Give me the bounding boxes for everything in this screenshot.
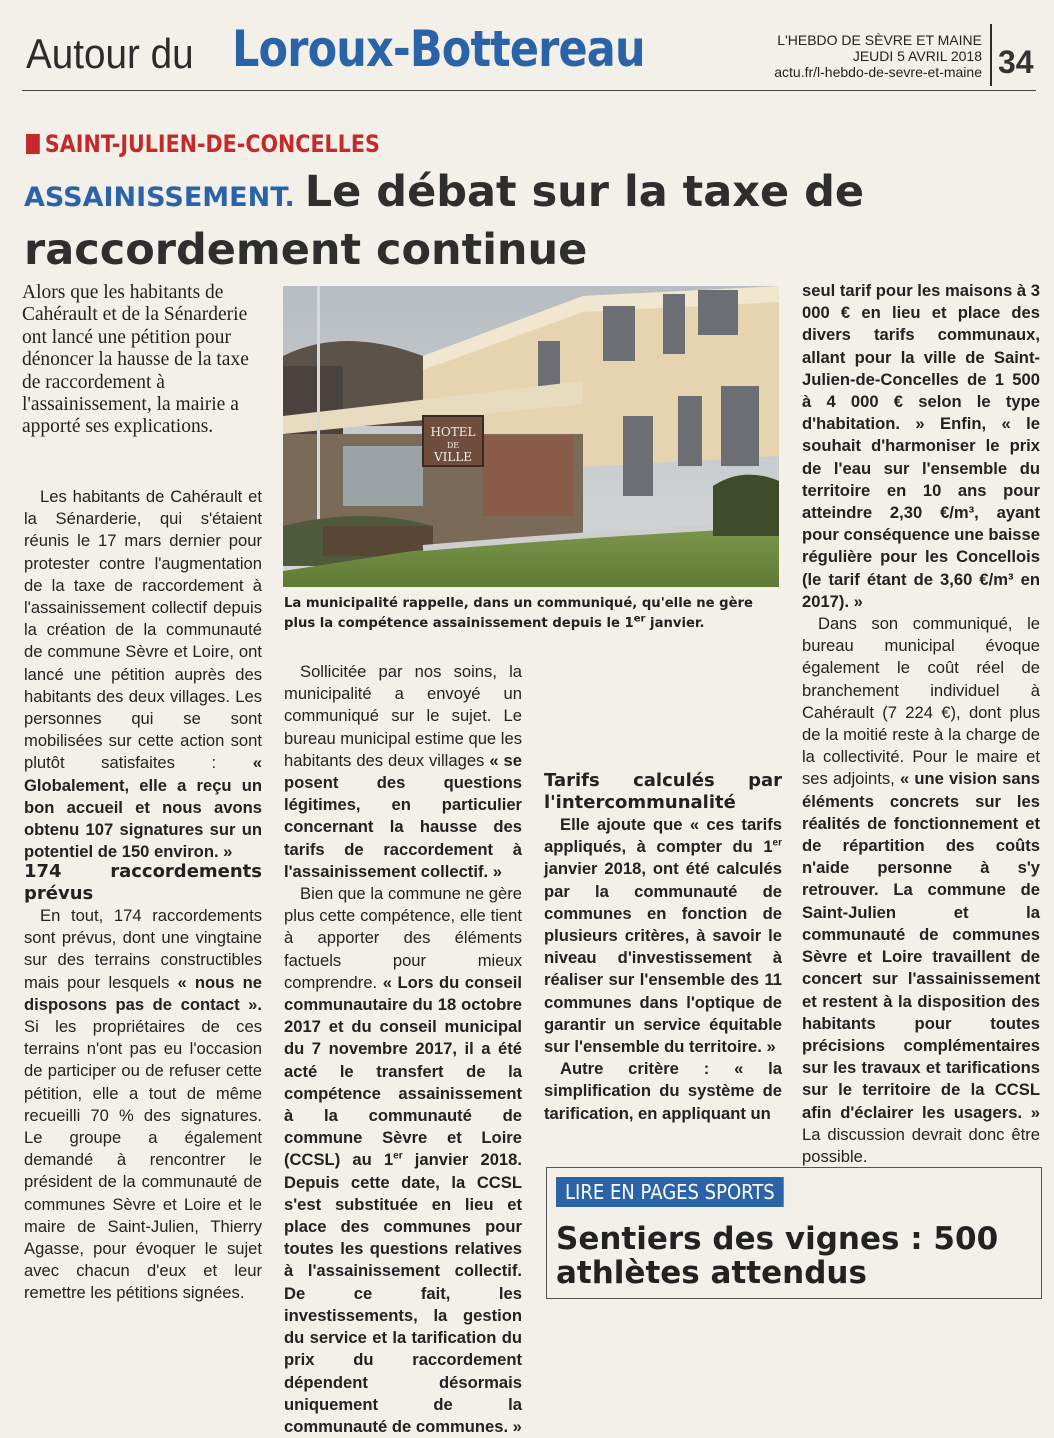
- article-headline: [24, 166, 1024, 276]
- photo-sign-line2: DE: [446, 441, 460, 450]
- quote-superscript: er: [772, 837, 782, 849]
- paragraph: [802, 613, 1040, 1168]
- website-url: actu.fr/l-hebdo-de-sevre-et-maine: [774, 64, 982, 80]
- page-number: 34: [998, 44, 1034, 80]
- journal-name: L'HEBDO DE SÈVRE ET MAINE: [777, 32, 982, 48]
- paragraph: [284, 661, 522, 883]
- paragraph: [284, 883, 522, 1438]
- caption-superscript: er: [633, 613, 646, 625]
- photo-sign-line1: HOTEL: [430, 425, 476, 439]
- column-3: [544, 770, 782, 1125]
- quote: « nous ne disposons pas de contact ».: [24, 972, 262, 1014]
- paragraph: [24, 486, 262, 863]
- section-label: Autour du: [26, 30, 194, 77]
- publication-info: [774, 32, 982, 80]
- quote: « une vision sans éléments concrets sur les réalités de fonctionnement et de répartition des coûts n'aide personne à s'y retrouver. La commune de Saint-Julien et la communauté de communes Sèvre et Loire travaillent de concert sur l'assainissement et restent à la disposition des habitants pour toutes précisions complémentaires sur les travaux et tarifications sur le territoire de la CCSL afin d'éclairer les usagers. »: [802, 769, 1040, 1122]
- column-1-bottom: [24, 861, 262, 1305]
- subheading: Tarifs calculés par l'intercommunalité: [544, 770, 782, 813]
- paragraph: [544, 1058, 782, 1125]
- quote: « se posent des questions légitimes, en particulier concernant la hausse des tarifs de raccordement à l'assainissement collectif. »: [284, 750, 522, 881]
- article-kicker: [26, 130, 380, 158]
- photo-sign-line3: VILLE: [433, 450, 473, 464]
- header-separator: [990, 24, 992, 86]
- headline-text: Le débat sur la taxe de raccordement continue: [24, 167, 865, 275]
- sports-teaser-tag[interactable]: LIRE EN PAGES SPORTS: [556, 1177, 784, 1207]
- kicker-square-icon: [26, 134, 40, 154]
- quote: « Globalement, elle a reçu un bon accueil et nous avons obtenu 107 signatures sur un potentiel de 150 environ. »: [24, 753, 262, 862]
- quote-text: janvier 2018. Depuis cette date, la CCSL s'est substituée en lieu et place des communes pour toutes les questions relatives à l'assainissement collectif. De ce fait, les investissements, la gestion du service et la tarification du prix du raccordement dépendent désormais uniquement de la communauté de communes. »: [284, 1150, 522, 1436]
- photo-caption: [284, 594, 784, 634]
- quote: Autre critère : « la simplification du système de tarification, en appliquant un: [544, 1059, 782, 1123]
- header-rule: [22, 90, 1036, 91]
- quote: seul tarif pour les maisons à 3 000 € en lieu et place des divers tarifs communaux, allant pour la ville de Saint-Julien-de-Concelles de 1 500 à 4 000 € selon le type d'habitation. » Enfin, « le souhait d'harmoniser le prix de l'eau sur l'ensemble du territoire en 10 ans pour atteindre 2,30 €/m³, ayant pour conséquence une baisse régulière pour les Concellois (le tarif étant de 3,60 €/m³ en 2017). »: [802, 281, 1040, 611]
- quote: [544, 815, 782, 1056]
- kicker-text: SAINT-JULIEN-DE-CONCELLES: [44, 130, 380, 158]
- paragraph-text: Les habitants de Cahérault et la Sénarderie, qui s'étaient réunis le 17 mars dernier pour protester contre l'augmentation de la taxe de raccordement à l'assainissement collectif depuis la création de la communauté de commune Sèvre et Loire, ont lancé une pétition auprès des habitants des deux villages. Les personnes qui se sont mobilisées sur cette action sont plutôt satisfaites :: [24, 487, 262, 773]
- paragraph-text: Si les propriétaires de ces terrains n'ont pas eu l'occasion de participer ou de refuser cette pétition, elle a tout de même recueilli 70 % des signatures. Le groupe a également demandé à rencontrer le président de la communauté de communes Sèvre et Loire et le maire de Saint-Julien, Thierry Agasse, pour évoquer le sujet avec chacun d'eux et leur remettre les pétitions signées.: [24, 1017, 262, 1303]
- caption-text: La municipalité rappelle, dans un communiqué, qu'elle ne gère plus la compétence assainissement depuis le 1: [284, 596, 754, 631]
- quote-superscript: er: [393, 1150, 403, 1162]
- paragraph-text: Sollicitée par nos soins, la municipalité a envoyé un communiqué sur le sujet. Le bureau municipal estime que les habitants des deux villages: [284, 662, 522, 770]
- headline-section: ASSAINISSEMENT.: [24, 182, 295, 213]
- paragraph: [24, 905, 262, 1305]
- quote-text: janvier 2018, ont été calculés par la communauté de communes en fonction de plusieurs critères, à savoir le niveau d'investissement à réaliser sur l'ensemble des 11 communes dans l'optique de garantir un service équitable sur l'ensemble du territoire. »: [544, 859, 782, 1057]
- column-1-top: [24, 486, 262, 863]
- column-2: [284, 661, 522, 1438]
- article-lead: Alors que les habitants de Cahérault et de la Sénarderie ont lancé une pétition pour dénoncer la hausse de la taxe de raccordement à l'assainissement, la mairie a apporté ses explications.: [22, 282, 249, 438]
- column-4: [802, 280, 1040, 1168]
- paragraph: [802, 280, 1040, 613]
- caption-text: janvier.: [645, 616, 705, 631]
- paragraph-text: Bien que la commune ne gère plus cette compétence, elle tient à apporter des éléments factuels pour mieux comprendre.: [284, 884, 522, 992]
- quote-text: Elle ajoute que « ces tarifs appliqués, à compter du 1: [544, 815, 782, 857]
- quote: [284, 973, 522, 1436]
- paragraph: [544, 814, 782, 1058]
- subheading: 174 raccordements prévus: [24, 861, 262, 904]
- paragraph-text: La discussion devrait donc être possible.: [802, 1124, 1040, 1166]
- sports-teaser-title[interactable]: Sentiers des vignes : 500 athlètes attendus: [556, 1221, 999, 1291]
- town-title: Loroux-Bottereau: [232, 20, 645, 78]
- paragraph-text: En tout, 174 raccordements sont prévus, dont une vingtaine sur des terrains constructibles mais pour lesquels: [24, 906, 262, 992]
- quote-text: « Lors du conseil communautaire du 18 octobre 2017 et du conseil municipal du 7 novembre 2017, il a été acté le transfert de la compétence assainissement à la communauté de commune Sèvre et Loire (CCSL) au 1: [284, 972, 522, 1170]
- town-hall-photo: [283, 286, 779, 587]
- paragraph-text: Dans son communiqué, le bureau municipal évoque également le coût réel de branchement individuel à Cahérault (7 224 €), dont plus de la moitié reste à la charge de la collectivité. Pour le maire et ses adjoints,: [802, 614, 1040, 789]
- issue-date: JEUDI 5 AVRIL 2018: [852, 48, 982, 64]
